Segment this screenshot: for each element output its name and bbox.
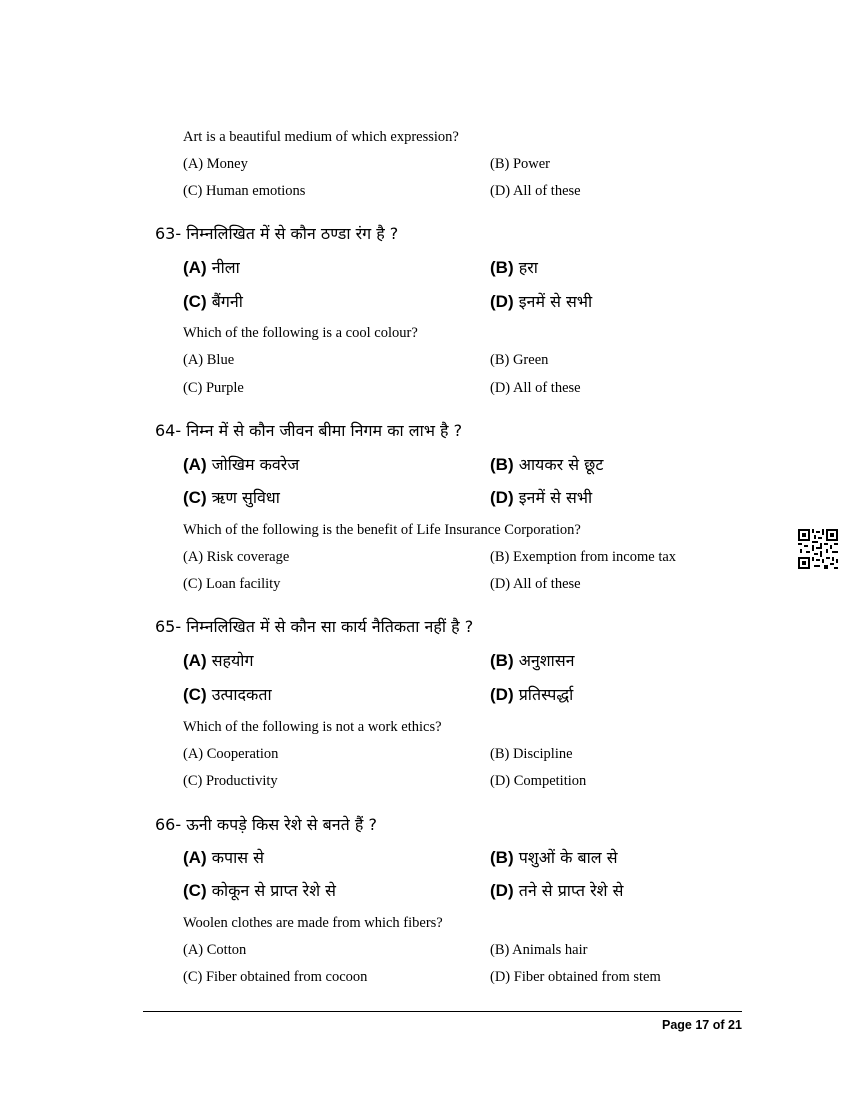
q66-en-option-d: (D) Fiber obtained from stem: [490, 969, 661, 985]
q64-hi-question: 64- निम्न में से कौन जीवन बीमा निगम का लाभ है ?: [155, 421, 463, 440]
q62-en-option-b: (B) Power: [490, 156, 551, 172]
footer-rule: [143, 1011, 742, 1012]
page-number: Page 17 of 21: [662, 1018, 742, 1032]
q66-en-option-b: (B) Animals hair: [490, 942, 588, 958]
q63-en-option-a: (A) Blue: [183, 352, 235, 368]
q66-hi-question: 66- ऊनी कपड़े किस रेशे से बनते हैं ?: [155, 815, 377, 834]
q65-hi-option-c: (C) उत्पादकता: [183, 685, 272, 704]
q66-en-option-a: (A) Cotton: [183, 942, 247, 958]
q63-en-option-c: (C) Purple: [183, 380, 244, 396]
q63-hi-option-d: (D) इनमें से सभी: [490, 292, 593, 311]
q64-en-question: Which of the following is the benefit of Life Insurance Corporation?: [183, 522, 581, 538]
q63-hi-option-c: (C) बैंगनी: [183, 292, 243, 311]
q62-en-option-d: (D) All of these: [490, 183, 581, 199]
q63-hi-option-a: (A) नीला: [183, 258, 240, 277]
q65-hi-option-d: (D) प्रतिस्पर्द्धा: [490, 685, 574, 704]
q66-hi-option-d: (D) तने से प्राप्त रेशे से: [490, 881, 624, 900]
q65-en-option-c: (C) Productivity: [183, 773, 278, 789]
q66-en-question: Woolen clothes are made from which fibers?: [183, 915, 443, 931]
q65-hi-option-a: (A) सहयोग: [183, 651, 254, 670]
q64-en-option-b: (B) Exemption from income tax: [490, 549, 677, 565]
q66-hi-option-a: (A) कपास से: [183, 848, 264, 867]
q64-hi-option-c: (C) ऋण सुविधा: [183, 488, 280, 507]
q62-en-option-c: (C) Human emotions: [183, 183, 306, 199]
q64-hi-option-a: (A) जोखिम कवरेज: [183, 455, 300, 474]
q62-en-option-a: (A) Money: [183, 156, 248, 172]
q63-hi-option-b: (B) हरा: [490, 258, 538, 277]
q64-en-option-c: (C) Loan facility: [183, 576, 281, 592]
q65-en-option-a: (A) Cooperation: [183, 746, 279, 762]
q63-en-question: Which of the following is a cool colour?: [183, 325, 418, 341]
q64-en-option-d: (D) All of these: [490, 576, 581, 592]
q65-en-option-d: (D) Competition: [490, 773, 587, 789]
q65-en-option-b: (B) Discipline: [490, 746, 573, 762]
q65-hi-question: 65- निम्नलिखित में से कौन सा कार्य नैतिकता नहीं है ?: [155, 617, 474, 636]
q66-en-option-c: (C) Fiber obtained from cocoon: [183, 969, 368, 985]
q64-hi-option-d: (D) इनमें से सभी: [490, 488, 593, 507]
q65-en-question: Which of the following is not a work ethics?: [183, 719, 442, 735]
q66-hi-option-c: (C) कोकून से प्राप्त रेशे से: [183, 881, 336, 900]
q63-en-option-b: (B) Green: [490, 352, 549, 368]
q62-en-question: Art is a beautiful medium of which expression?: [183, 129, 459, 145]
q65-hi-option-b: (B) अनुशासन: [490, 651, 575, 670]
q64-en-option-a: (A) Risk coverage: [183, 549, 290, 565]
q66-hi-option-b: (B) पशुओं के बाल से: [490, 848, 618, 867]
q63-en-option-d: (D) All of these: [490, 380, 581, 396]
q64-hi-option-b: (B) आयकर से छूट: [490, 455, 604, 474]
qr-code-icon: [798, 529, 838, 569]
q63-hi-question: 63- निम्नलिखित में से कौन ठण्डा रंग है ?: [155, 224, 399, 243]
